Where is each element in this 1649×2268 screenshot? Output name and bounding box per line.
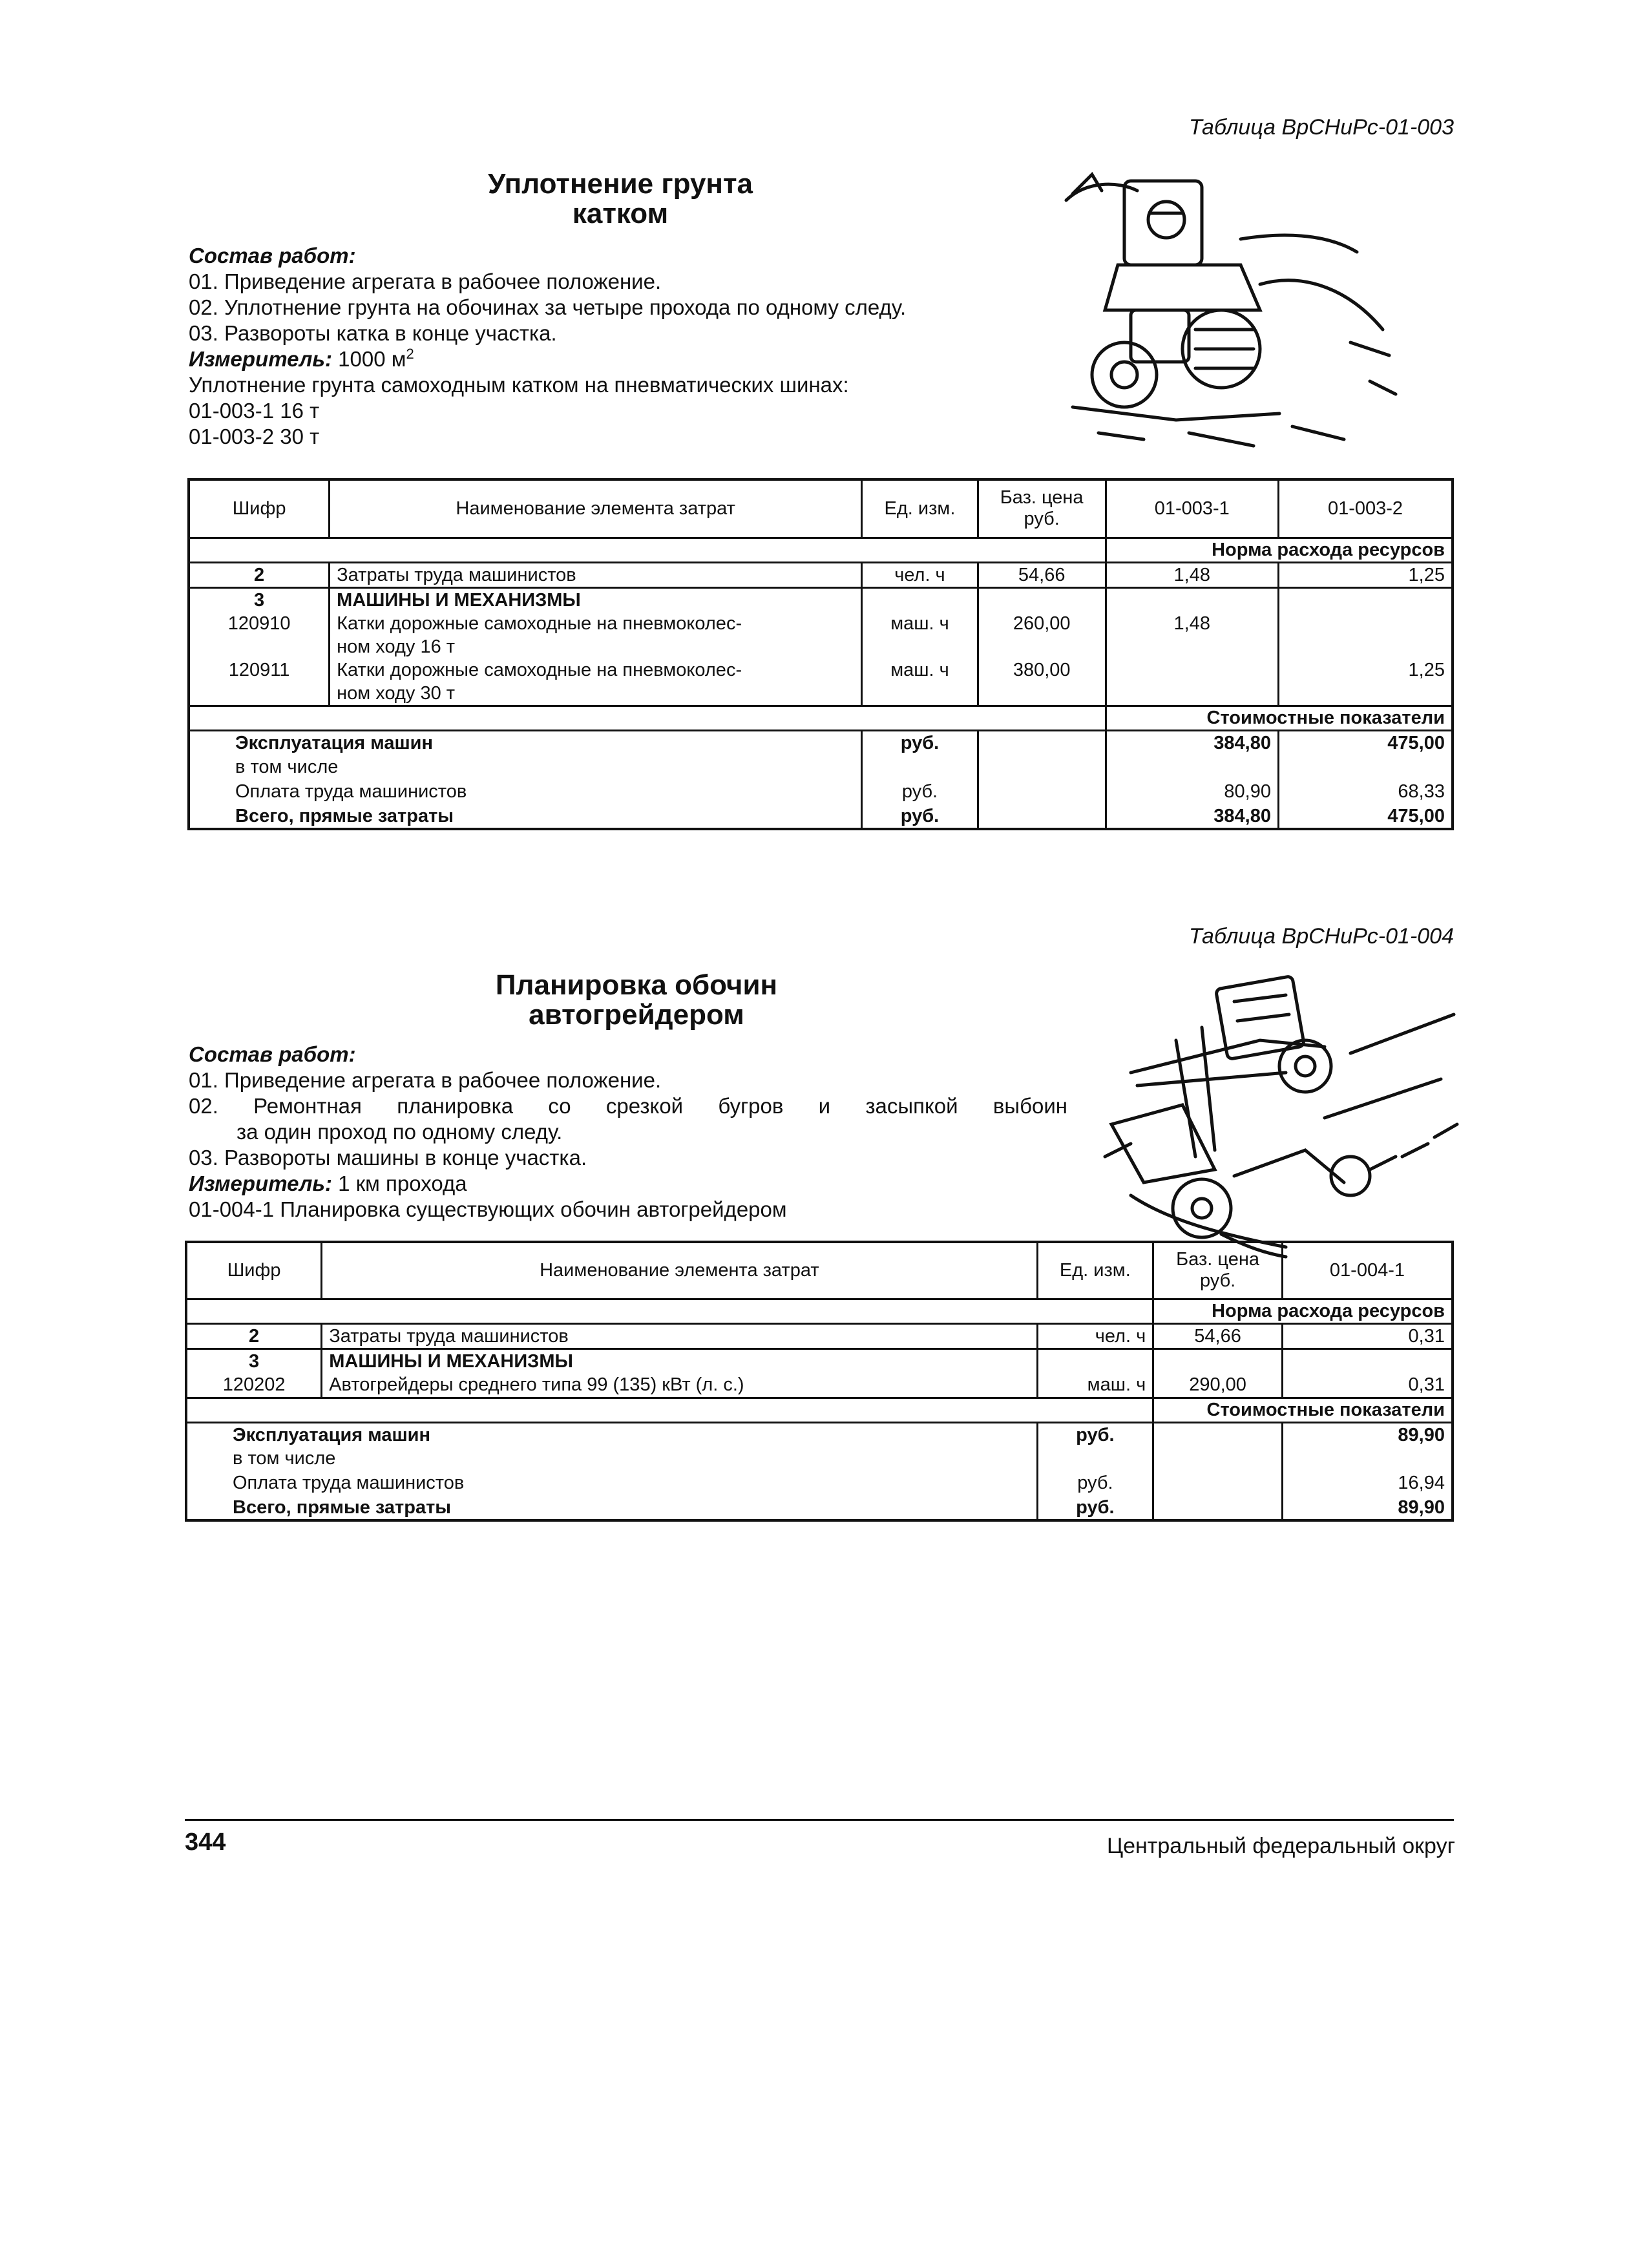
cell-code: 120911 xyxy=(189,658,330,706)
cell-name xyxy=(330,612,862,658)
cell-price xyxy=(1153,1447,1283,1471)
variant: 01-003-1 16 т xyxy=(189,399,320,423)
col-header-price: Баз. цена руб. xyxy=(1153,1242,1283,1299)
cell-price: 54,66 xyxy=(1153,1323,1283,1349)
cell-unit xyxy=(862,755,978,780)
cell-name: Эксплуатация машин xyxy=(189,731,862,755)
col-header-code: Шифр xyxy=(189,479,330,538)
measure-label: Измеритель: xyxy=(189,1171,332,1195)
cell-unit: чел. ч xyxy=(1037,1323,1153,1349)
table-caption: Таблица ВрСНиРс-01-003 xyxy=(1188,115,1454,140)
title-line: Уплотнение грунта xyxy=(487,168,753,200)
footer-region: Центральный федеральный округ xyxy=(1106,1834,1455,1858)
cell-name: МАШИНЫ И МЕХАНИЗМЫ xyxy=(330,587,862,612)
cell-value: 89,90 xyxy=(1282,1422,1453,1447)
work-description xyxy=(189,243,1093,450)
band-spacer xyxy=(186,1299,1153,1323)
cell-value xyxy=(1278,755,1453,780)
cell-code: 2 xyxy=(186,1323,322,1349)
cell-name: МАШИНЫ И МЕХАНИЗМЫ xyxy=(322,1349,1037,1373)
cell-unit: руб. xyxy=(1037,1422,1153,1447)
col-header-name: Наименование элемента затрат xyxy=(322,1242,1037,1299)
work-step: 02. Ремонтная планировка со срезкой бугров и засыпкой выбоин xyxy=(189,1094,1067,1118)
work-step: 01. Приведение агрегата в рабочее положение. xyxy=(189,1068,662,1092)
cell-name: Оплата труда машинистов xyxy=(186,1471,1037,1496)
section-title xyxy=(426,971,846,1030)
title-line: катком xyxy=(572,198,669,229)
page-number: 344 xyxy=(185,1829,226,1856)
cell-value xyxy=(1282,1447,1453,1471)
road-roller-illustration xyxy=(1047,162,1409,465)
cell-price xyxy=(1153,1471,1283,1496)
cell-name: Эксплуатация машин xyxy=(186,1422,1037,1447)
cell-price xyxy=(1153,1422,1283,1447)
cell-unit: руб. xyxy=(862,780,978,804)
cell-unit: руб. xyxy=(862,804,978,829)
title-line: автогрейдером xyxy=(529,999,744,1031)
variant: 01-003-2 30 т xyxy=(189,425,320,448)
cell-value xyxy=(1282,1349,1453,1373)
cell-price xyxy=(978,804,1106,829)
measure-label: Измеритель: xyxy=(189,347,332,371)
cell-name: в том числе xyxy=(186,1447,1037,1471)
col-header-code: Шифр xyxy=(186,1242,322,1299)
cell-name: Автогрейдеры среднего типа 99 (135) кВт (л. с.) xyxy=(322,1373,1037,1398)
cell-code: 3 xyxy=(189,587,330,612)
cell-unit: маш. ч xyxy=(862,612,978,658)
work-step: 03. Развороты машины в конце участка. xyxy=(189,1146,587,1170)
cell-price: 380,00 xyxy=(978,658,1106,706)
cell-code: 3 xyxy=(186,1349,322,1373)
cell-value: 384,80 xyxy=(1106,804,1278,829)
work-step: 02. Уплотнение грунта на обочинах за четыре прохода по одному следу. xyxy=(189,295,907,319)
cell-value: 89,90 xyxy=(1282,1496,1453,1520)
cell-value: 475,00 xyxy=(1278,731,1453,755)
cell-name: в том числе xyxy=(189,755,862,780)
cell-value xyxy=(1106,587,1278,612)
cell-unit xyxy=(1037,1349,1153,1373)
band-spacer xyxy=(189,706,1106,731)
band-norm: Норма расхода ресурсов xyxy=(1153,1299,1453,1323)
table-caption: Таблица ВрСНиРс-01-004 xyxy=(1188,924,1454,949)
cell-code: 120910 xyxy=(189,612,330,658)
cell-price xyxy=(978,731,1106,755)
cell-unit xyxy=(1037,1447,1153,1471)
cell-unit: руб. xyxy=(862,731,978,755)
cost-table-01-004 xyxy=(185,1241,1454,1522)
cell-unit: руб. xyxy=(1037,1496,1153,1520)
cell-name: Затраты труда машинистов xyxy=(322,1323,1037,1349)
cell-price: 290,00 xyxy=(1153,1373,1283,1398)
cell-name: Всего, прямые затраты xyxy=(186,1496,1037,1520)
description: 01-004-1 Планировка существующих обочин автогрейдером xyxy=(189,1197,787,1221)
measure-value: 1 км прохода xyxy=(338,1171,467,1195)
cell-value: 80,90 xyxy=(1106,780,1278,804)
cell-value: 475,00 xyxy=(1278,804,1453,829)
cell-name: Оплата труда машинистов xyxy=(189,780,862,804)
band-norm: Норма расхода ресурсов xyxy=(1106,538,1453,562)
name-line: ном ходу 16 т xyxy=(337,636,456,657)
cell-value xyxy=(1106,755,1278,780)
col-header-unit: Ед. изм. xyxy=(862,479,978,538)
col-header-price: Баз. цена руб. xyxy=(978,479,1106,538)
name-line: Катки дорожные самоходные на пневмоколес- xyxy=(337,613,742,634)
cell-value xyxy=(1278,587,1453,612)
cell-price xyxy=(978,780,1106,804)
motor-grader-illustration xyxy=(1092,963,1460,1260)
measure-value: 1000 м xyxy=(338,347,406,371)
section-title xyxy=(414,169,827,229)
title-line: Планировка обочин xyxy=(495,969,778,1001)
work-description xyxy=(189,1042,1067,1223)
cell-name: Затраты труда машинистов xyxy=(330,562,862,587)
cell-name xyxy=(330,658,862,706)
cell-unit: маш. ч xyxy=(862,658,978,706)
cell-price: 260,00 xyxy=(978,612,1106,658)
cell-code: 2 xyxy=(189,562,330,587)
cell-price xyxy=(1153,1349,1283,1373)
footer-rule xyxy=(185,1819,1454,1821)
cell-value xyxy=(1106,658,1278,706)
cell-name: Всего, прямые затраты xyxy=(189,804,862,829)
cell-value: 68,33 xyxy=(1278,780,1453,804)
cell-code: 120202 xyxy=(186,1373,322,1398)
band-cost: Стоимостные показатели xyxy=(1106,706,1453,731)
cell-value: 0,31 xyxy=(1282,1373,1453,1398)
cell-price: 54,66 xyxy=(978,562,1106,587)
composition-label: Состав работ: xyxy=(189,1042,356,1066)
cell-unit xyxy=(862,587,978,612)
band-spacer xyxy=(186,1398,1153,1422)
measure-sup: 2 xyxy=(406,346,414,362)
cell-price xyxy=(978,755,1106,780)
description: Уплотнение грунта самоходным катком на пневматических шинах: xyxy=(189,373,849,397)
col-header-name: Наименование элемента затрат xyxy=(330,479,862,538)
cost-table-01-003 xyxy=(187,478,1454,830)
measure-line xyxy=(189,1171,1067,1197)
name-line: ном ходу 30 т xyxy=(337,683,456,704)
work-step: за один проход по одному следу. xyxy=(236,1120,563,1144)
work-step: 01. Приведение агрегата в рабочее положение. xyxy=(189,269,662,293)
col-header-unit: Ед. изм. xyxy=(1037,1242,1153,1299)
cell-unit: чел. ч xyxy=(862,562,978,587)
cell-value: 1,25 xyxy=(1278,658,1453,706)
col-header-variant: 01-004-1 xyxy=(1282,1242,1453,1299)
cell-value xyxy=(1278,612,1453,658)
composition-label: Состав работ: xyxy=(189,244,356,268)
band-spacer xyxy=(189,538,1106,562)
cell-value: 384,80 xyxy=(1106,731,1278,755)
col-header-variant: 01-003-2 xyxy=(1278,479,1453,538)
cell-value: 1,48 xyxy=(1106,612,1278,658)
col-header-variant: 01-003-1 xyxy=(1106,479,1278,538)
cell-unit: маш. ч xyxy=(1037,1373,1153,1398)
cell-price xyxy=(978,587,1106,612)
cell-unit: руб. xyxy=(1037,1471,1153,1496)
cell-value: 0,31 xyxy=(1282,1323,1453,1349)
name-line: Катки дорожные самоходные на пневмоколес- xyxy=(337,660,742,680)
cell-value: 1,25 xyxy=(1278,562,1453,587)
cell-price xyxy=(1153,1496,1283,1520)
measure-line xyxy=(189,346,1093,372)
work-step: 03. Развороты катка в конце участка. xyxy=(189,321,557,345)
cell-value: 1,48 xyxy=(1106,562,1278,587)
band-cost: Стоимостные показатели xyxy=(1153,1398,1453,1422)
cell-value: 16,94 xyxy=(1282,1471,1453,1496)
